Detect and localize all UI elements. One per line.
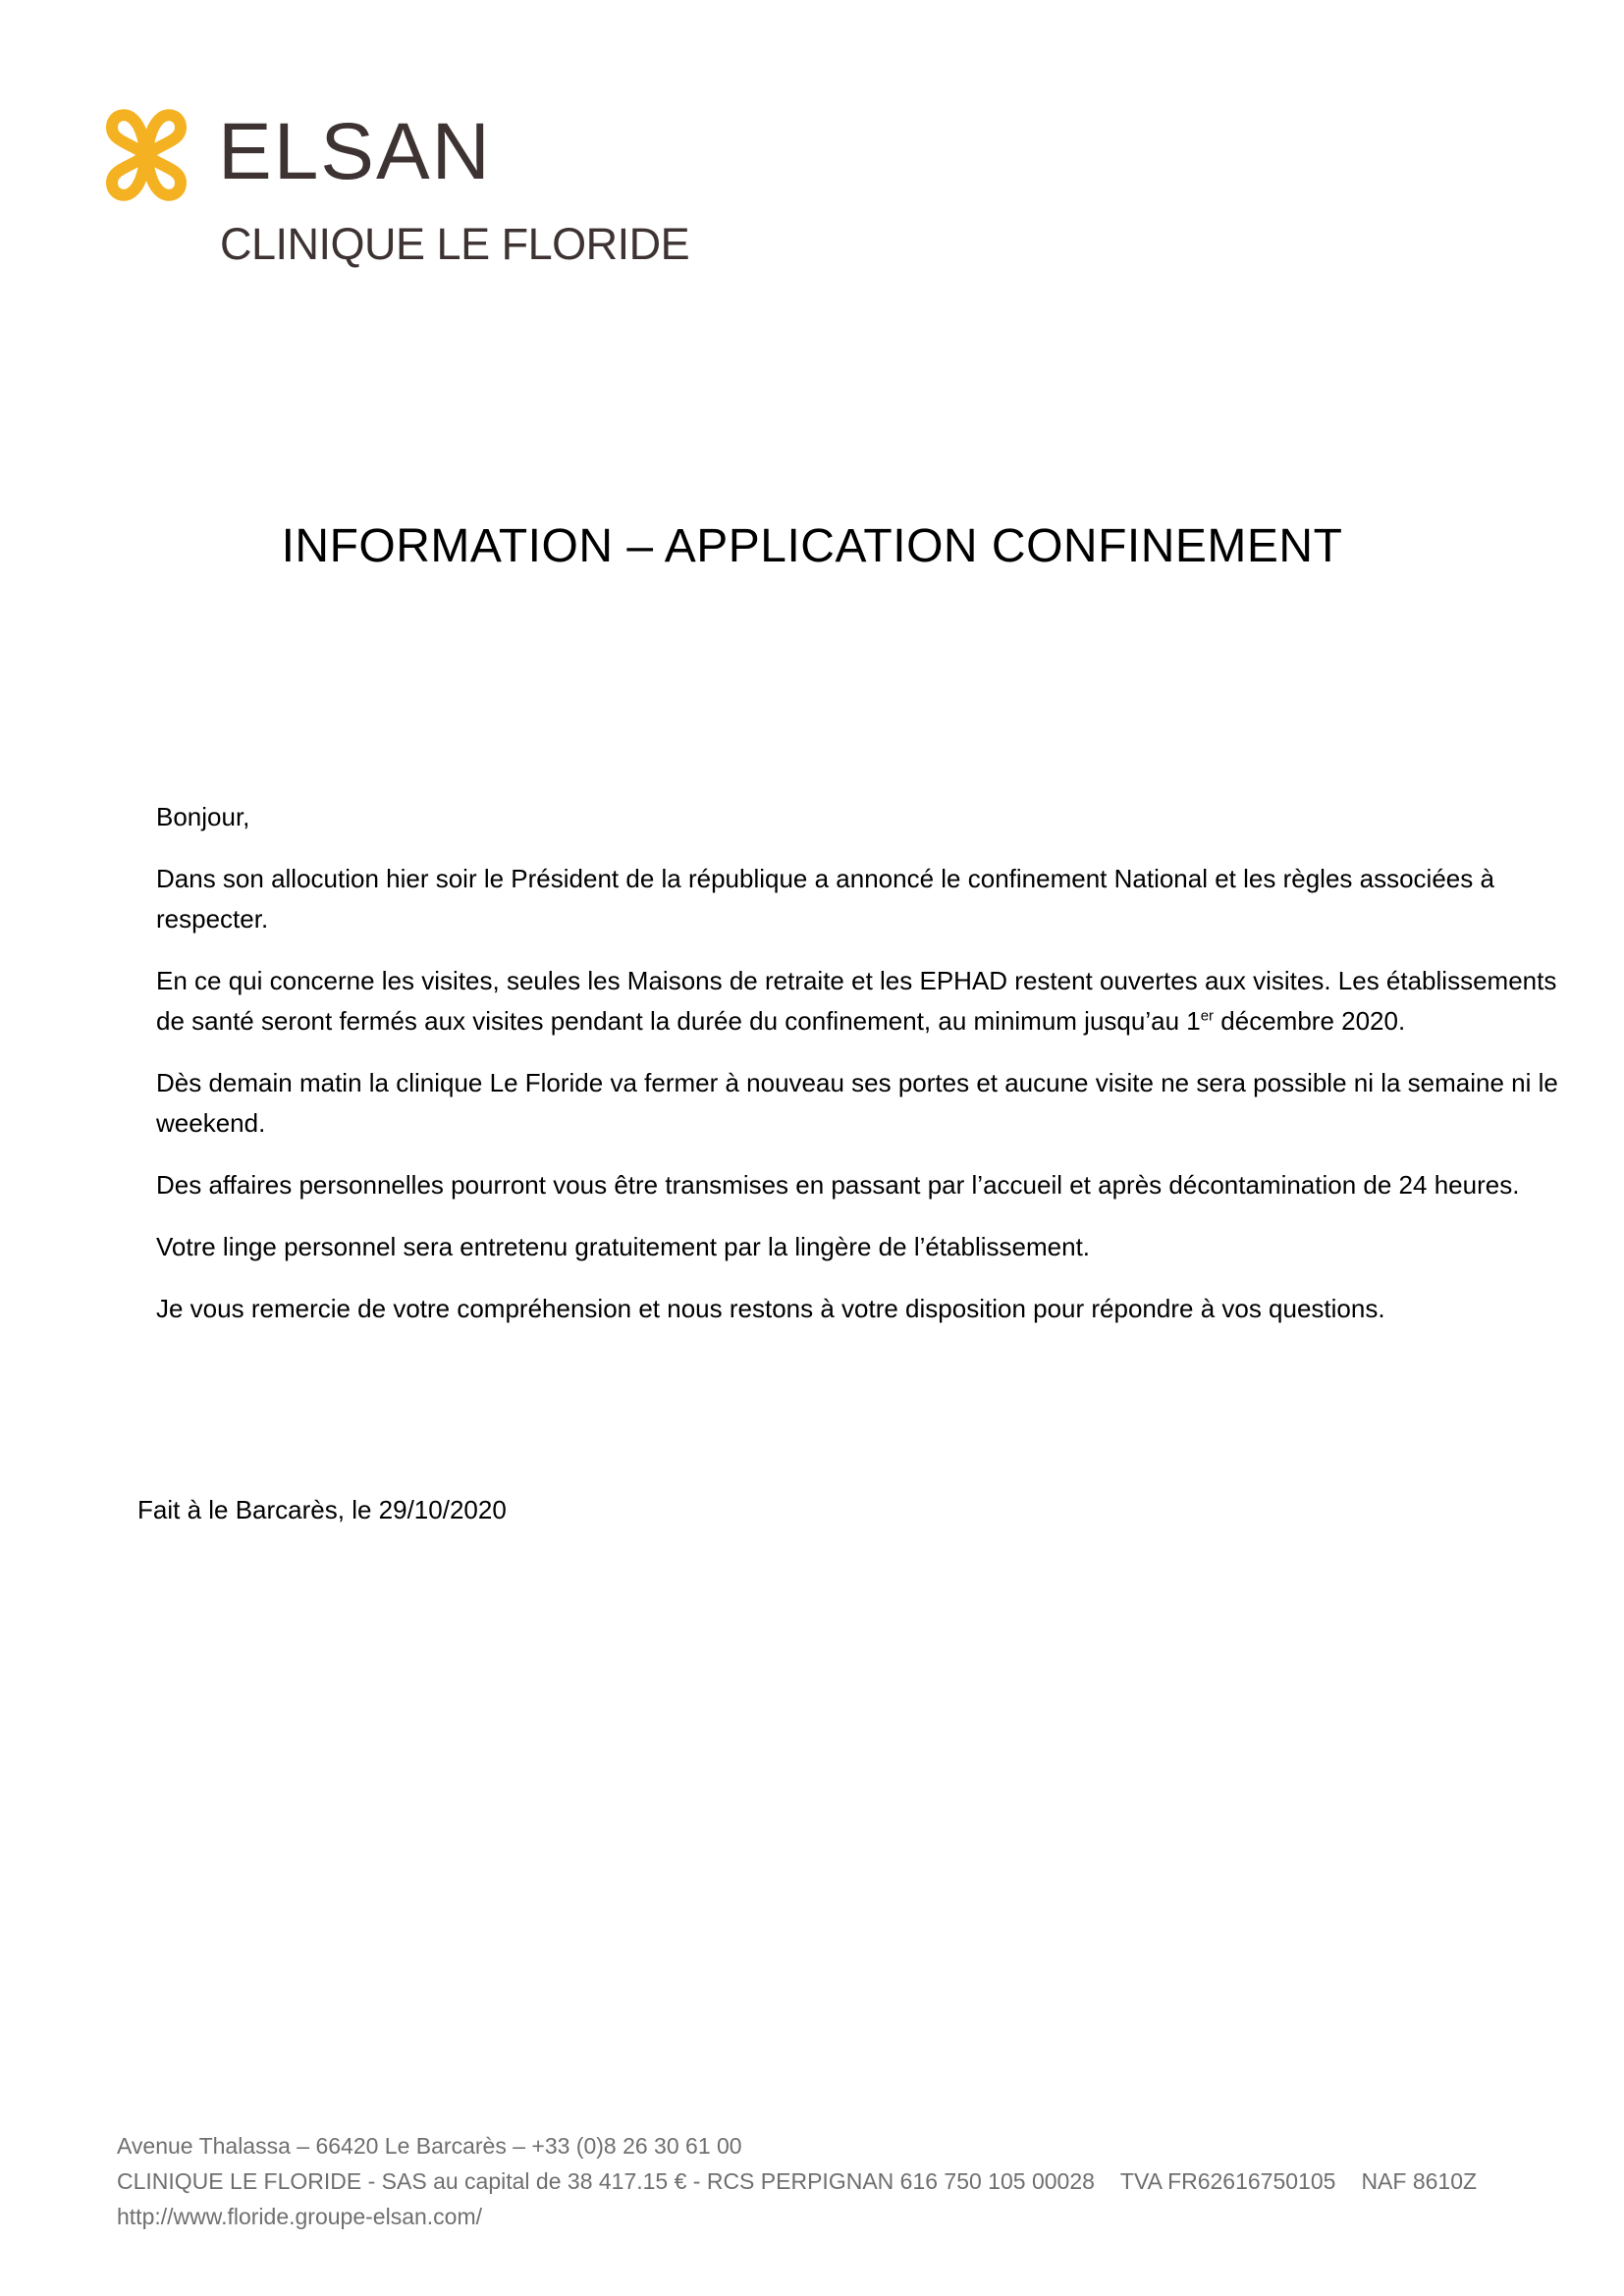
paragraph-visits-end: décembre 2020. [1214, 1006, 1406, 1036]
paragraph-visits-text: En ce qui concerne les visites, seules les Maisons de retraite et les EPHAD restent ouvertes aux visites. Les établissements de santé seront fermés aux visites pendant la durée du confinement, au minimum jusqu’au 1 [156, 966, 1557, 1036]
footer-legal-line [117, 2163, 1570, 2199]
paragraph-laundry: Votre linge personnel sera entretenu gratuitement par la lingère de l’établissement. [156, 1232, 1091, 1261]
footer-legal: CLINIQUE LE FLORIDE - SAS au capital de 38 417.15 € - RCS PERPIGNAN 616 750 105 00028 [117, 2168, 1095, 2194]
footer-address: Avenue Thalassa – 66420 Le Barcarès – +33 (0)8 26 30 61 00 [117, 2133, 742, 2159]
paragraph-closure: Dès demain matin la clinique Le Floride va fermer à nouveau ses portes et aucune visite ne sera possible ni la semaine ni le weekend. [156, 1068, 1558, 1138]
paragraph-thanks: Je vous remercie de votre compréhension et nous restons à votre disposition pour répondre à vos questions. [156, 1294, 1385, 1323]
brand-name: ELSAN [218, 107, 492, 196]
paragraph-visits [156, 961, 1580, 1041]
signature-date: Fait à le Barcarès, le 29/10/2020 [137, 1495, 507, 1524]
paragraph-belongings: Des affaires personnelles pourront vous être transmises en passant par l’accueil et après décontamination de 24 heures. [156, 1170, 1520, 1200]
clinic-name: CLINIQUE LE FLORIDE [220, 219, 690, 269]
superscript-er: er [1200, 1007, 1215, 1025]
document-title: INFORMATION – APPLICATION CONFINEMENT [281, 520, 1343, 572]
paragraph-announcement: Dans son allocution hier soir le Président de la république a annoncé le confinement National et les règles associées à respecter. [156, 864, 1494, 934]
letter-body [156, 797, 1580, 1351]
elsan-logo-icon [102, 106, 190, 204]
footer [117, 2128, 1570, 2234]
footer-tva: TVA FR62616750105 [1119, 2168, 1336, 2194]
greeting: Bonjour, [156, 802, 250, 831]
footer-website-link[interactable]: http://www.floride.groupe-elsan.com/ [117, 2204, 483, 2229]
footer-naf: NAF 8610Z [1361, 2168, 1478, 2194]
